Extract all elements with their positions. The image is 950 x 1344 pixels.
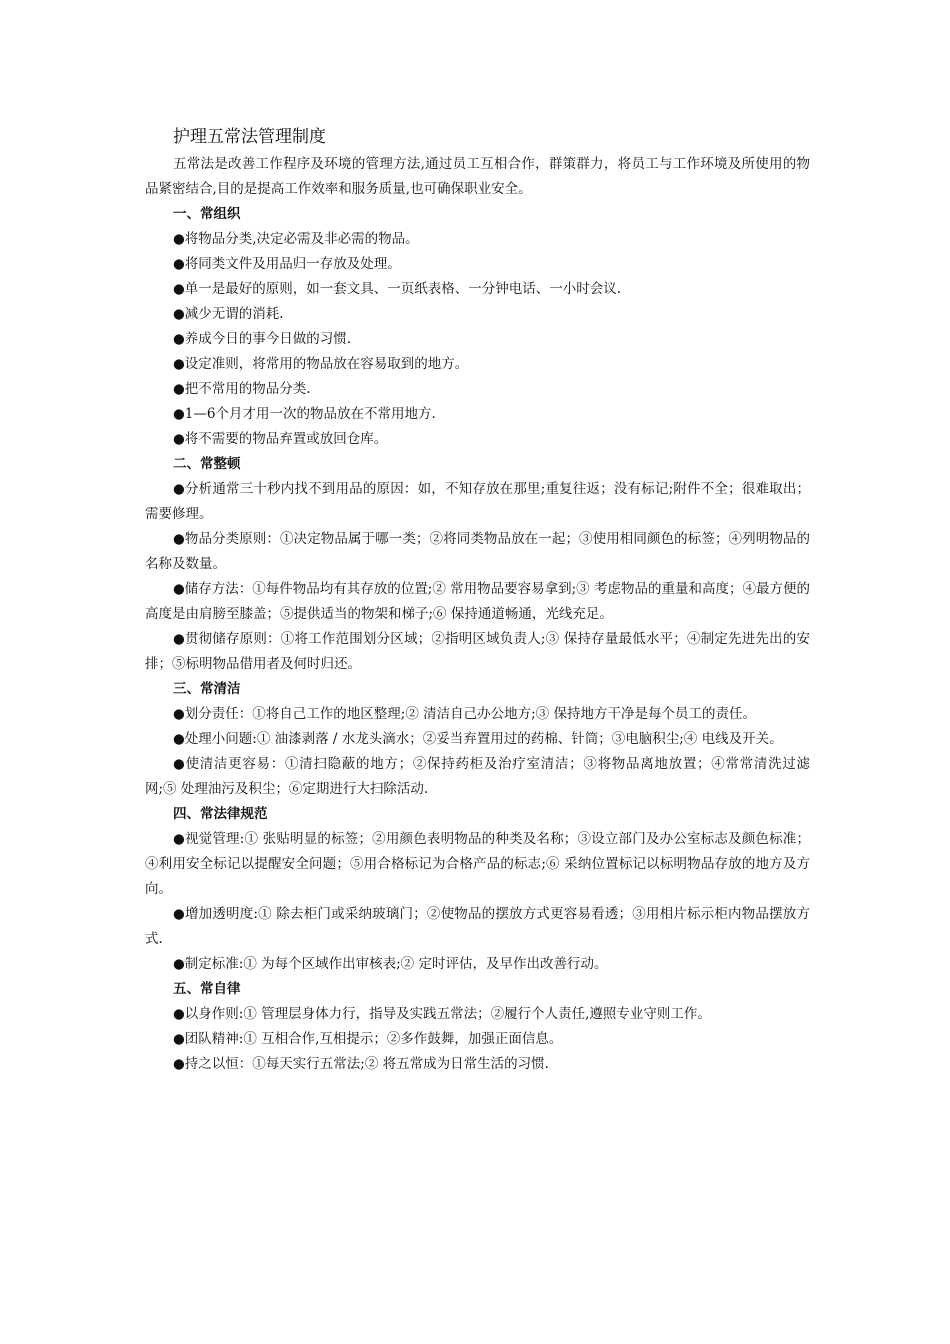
- list-item: ●将不需要的物品弃置或放回仓库。: [173, 431, 388, 447]
- list-item: ●视觉管理:① 张贴明显的标签；②用颜色表明物品的种类及名称；③设立部门及办公室标志及颜色标准；④利用安全标记以提醒安全问题；⑤用合格标记为合格产品的标志;⑥ 采纳位置标记以标明物品存放的地方及方向。: [145, 831, 810, 897]
- list-item: ●养成今日的事今日做的习惯.: [173, 331, 352, 347]
- list-item: ●使清洁更容易：①清扫隐蔽的地方；②保持药柜及治疗室清洁；③将物品离地放置；④常常清洗过滤网;⑤ 处理油污及积尘；⑥定期进行大扫除活动.: [145, 756, 810, 797]
- list-item: ●持之以恒：①每天实行五常法;② 将五常成为日常生活的习惯.: [173, 1056, 549, 1072]
- list-item: ●储存方法：①每件物品均有其存放的位置;② 常用物品要容易拿到;③ 考虑物品的重量和高度；④最方便的高度是由肩膀至膝盖；⑤提供适当的物架和梯子;⑥ 保持通道畅通，光线充足。: [145, 581, 810, 622]
- list-item: ●将物品分类,决定必需及非必需的物品。: [173, 231, 419, 247]
- section-heading: 四、常法律规范: [173, 806, 268, 822]
- section-standardize: [145, 802, 810, 977]
- section-heading: 五、常自律: [173, 981, 241, 997]
- list-item: ●把不常用的物品分类.: [173, 381, 311, 397]
- list-item: ●划分责任：①将自己工作的地区整理;② 清洁自己办公地方;③ 保持地方干净是每个员工的责任。: [173, 706, 756, 722]
- list-item: ●物品分类原则：①决定物品属于哪一类；②将同类物品放在一起；③使用相同颜色的标签；④列明物品的名称及数量。: [145, 531, 810, 572]
- section-heading: 一、常组织: [173, 206, 241, 222]
- section-heading: 二、常整顿: [173, 456, 241, 472]
- list-item: ●1—6个月才用一次的物品放在不常用地方.: [173, 406, 436, 422]
- document-title: 护理五常法管理制度: [173, 127, 326, 147]
- list-item: ●以身作则:① 管理层身体力行，指导及实践五常法；②履行个人责任,遵照专业守则工作。: [173, 1006, 711, 1022]
- list-item: ●分析通常三十秒内找不到用品的原因：如，不知存放在那里;重复往返；没有标记;附件不全；很难取出；需要修理。: [145, 481, 810, 522]
- section-arrange: [145, 452, 810, 677]
- list-item: ●贯彻储存原则：①将工作范围划分区域；②指明区域负责人;③ 保持存量最低水平；④制定先进先出的安排；⑤标明物品借用者及何时归还。: [145, 631, 810, 672]
- intro-paragraph: 五常法是改善工作程序及环境的管理方法,通过员工互相合作，群策群力，将员工与工作环境及所使用的物品紧密结合,目的是提高工作效率和服务质量,也可确保职业安全。: [145, 156, 810, 197]
- section-organize: [145, 202, 810, 452]
- list-item: ●单一是最好的原则，如一套文具、一页纸表格、一分钟电话、一小时会议.: [173, 281, 622, 297]
- document-page: [145, 124, 810, 1077]
- list-item: ●设定准则，将常用的物品放在容易取到的地方。: [173, 356, 469, 372]
- list-item: ●制定标准:① 为每个区域作出审核表;② 定时评估，及早作出改善行动。: [173, 956, 608, 972]
- list-item: ●减少无谓的消耗.: [173, 306, 284, 322]
- section-clean: [145, 677, 810, 802]
- list-item: ●将同类文件及用品归一存放及处理。: [173, 256, 401, 272]
- section-heading: 三、常清洁: [173, 681, 241, 697]
- section-discipline: [145, 977, 810, 1077]
- list-item: ●增加透明度:① 除去柜门或采纳玻璃门；②使物品的摆放方式更容易看透；③用相片标示柜内物品摆放方式.: [145, 906, 810, 947]
- list-item: ●团队精神:① 互相合作,互相提示；②多作鼓舞，加强正面信息。: [173, 1031, 563, 1047]
- list-item: ●处理小问题:① 油漆剥落 / 水龙头滴水；②妥当弃置用过的药棉、针筒；③电脑积尘;④ 电线及开关。: [173, 731, 783, 747]
